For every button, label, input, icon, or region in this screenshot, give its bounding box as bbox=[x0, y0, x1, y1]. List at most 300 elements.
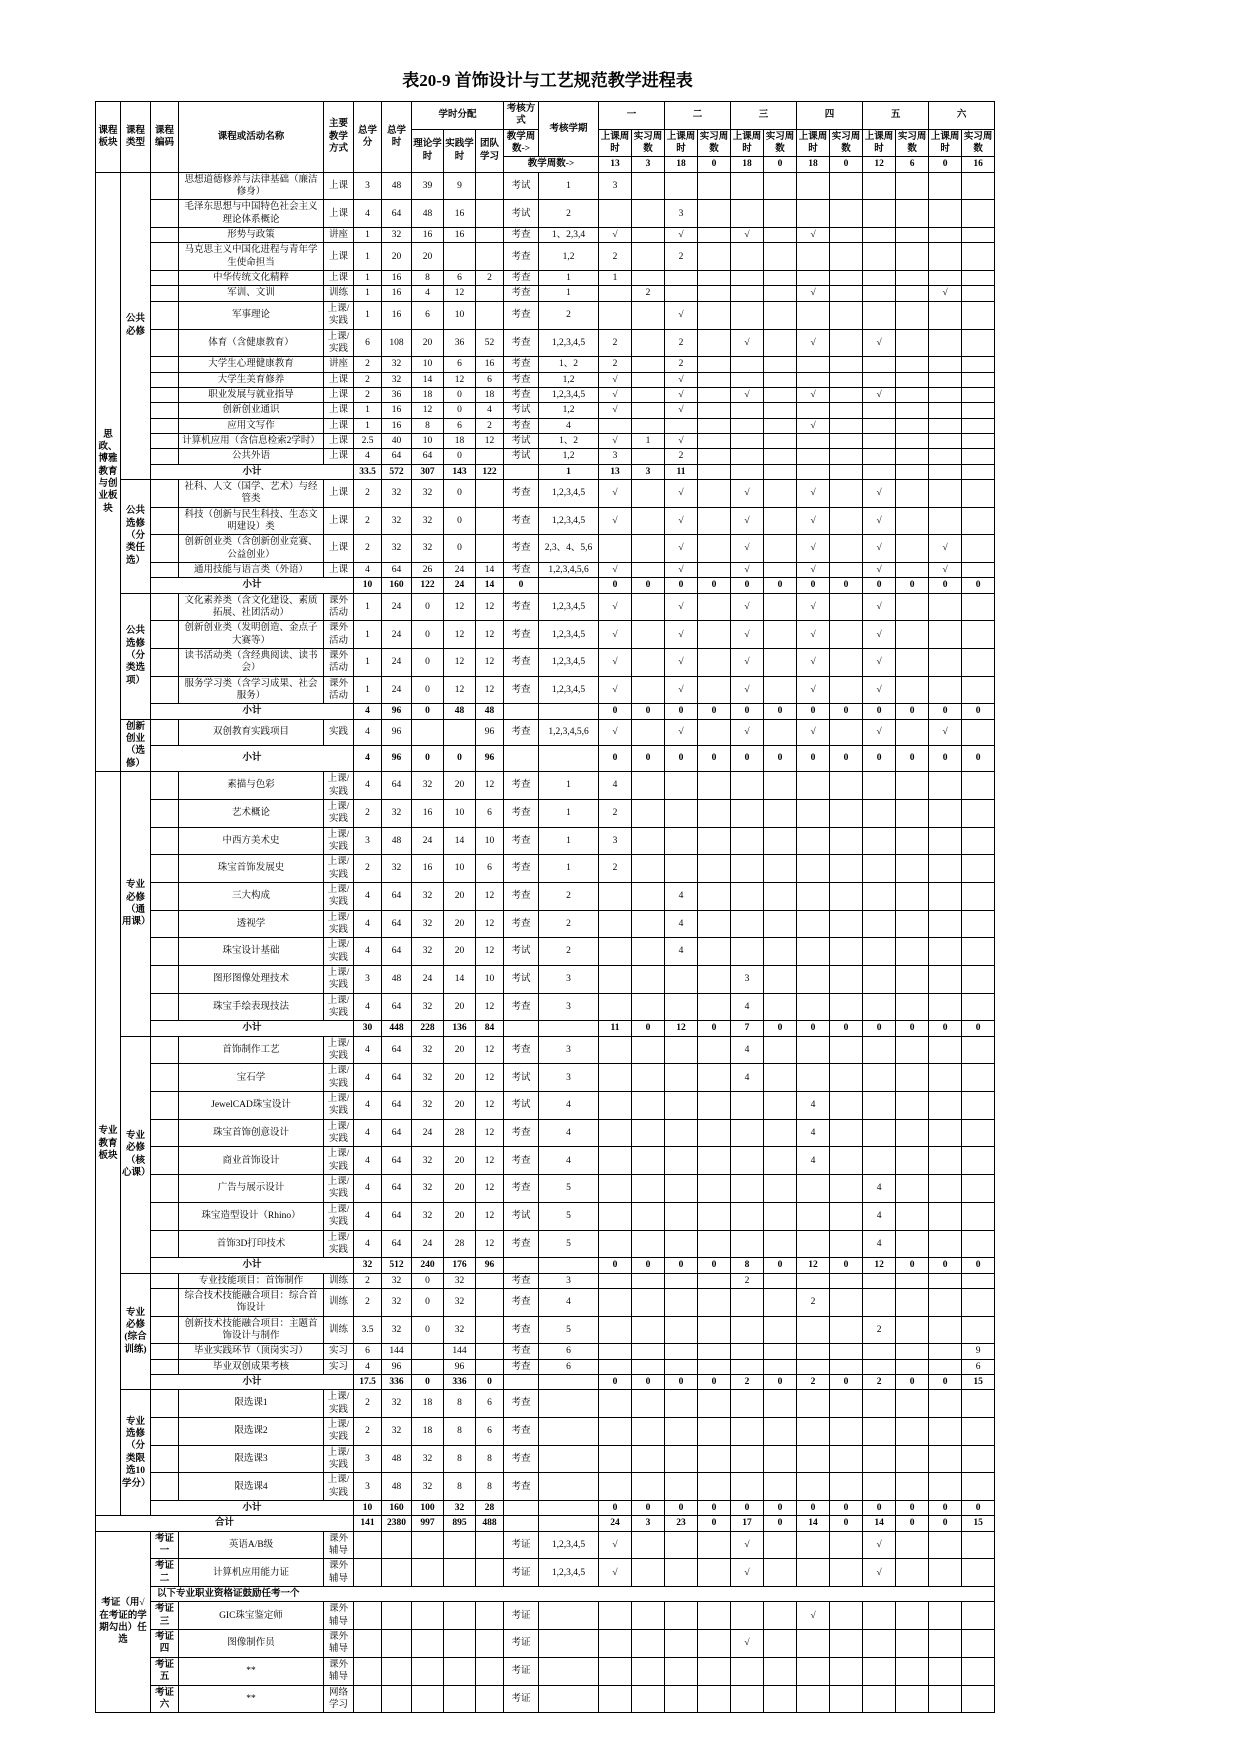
course-code bbox=[151, 799, 179, 827]
value-cell bbox=[764, 433, 797, 448]
value-cell: 12 bbox=[476, 593, 504, 621]
col-header-class-hours-s1: 上课周时 bbox=[599, 129, 632, 157]
value-cell bbox=[599, 993, 632, 1021]
teaching-method: 上课/实践 bbox=[324, 910, 354, 938]
value-cell bbox=[764, 172, 797, 200]
course-name: 首饰制作工艺 bbox=[179, 1036, 324, 1064]
value-cell bbox=[698, 479, 731, 507]
value-cell bbox=[929, 433, 962, 448]
value-cell: 3 bbox=[599, 172, 632, 200]
value-cell bbox=[599, 1657, 632, 1685]
value-cell: 考查 bbox=[504, 1390, 539, 1418]
teaching-weeks-label: 教学周数-> bbox=[504, 157, 599, 172]
course-name: 创新创业通识 bbox=[179, 403, 324, 418]
course-code bbox=[151, 228, 179, 243]
course-row bbox=[96, 910, 995, 938]
value-cell bbox=[764, 1473, 797, 1501]
value-cell bbox=[830, 372, 863, 387]
value-cell bbox=[830, 1288, 863, 1316]
value-cell bbox=[764, 1316, 797, 1344]
value-cell: 考查 bbox=[504, 1344, 539, 1359]
value-cell: 32 bbox=[412, 938, 444, 966]
value-cell bbox=[896, 1359, 929, 1374]
value-cell: 48 bbox=[382, 827, 412, 855]
value-cell: √ bbox=[797, 621, 830, 649]
value-cell bbox=[632, 1531, 665, 1559]
value-cell bbox=[476, 1602, 504, 1630]
value-cell bbox=[896, 1119, 929, 1147]
value-cell: 6 bbox=[354, 1344, 382, 1359]
course-name: 军训、文训 bbox=[179, 286, 324, 301]
value-cell bbox=[476, 535, 504, 563]
value-cell bbox=[929, 910, 962, 938]
value-cell: 2 bbox=[354, 507, 382, 535]
value-cell: 4 bbox=[354, 1230, 382, 1258]
subtotal-value: 0 bbox=[731, 578, 764, 593]
value-cell bbox=[863, 1064, 896, 1092]
value-cell bbox=[962, 271, 995, 286]
value-cell: √ bbox=[599, 649, 632, 677]
value-cell: 1、2 bbox=[539, 433, 599, 448]
course-name: 马克思主义中国化进程与青年学生使命担当 bbox=[179, 243, 324, 271]
course-name: 通用技能与语言类（外语） bbox=[179, 563, 324, 578]
value-cell: √ bbox=[797, 507, 830, 535]
value-cell: 5 bbox=[539, 1175, 599, 1203]
value-cell: √ bbox=[731, 329, 764, 357]
subtotal-value: 0 bbox=[896, 745, 929, 771]
value-cell bbox=[929, 403, 962, 418]
value-cell bbox=[896, 1685, 929, 1713]
value-cell: √ bbox=[599, 593, 632, 621]
value-cell: 0 bbox=[412, 649, 444, 677]
value-cell: 20 bbox=[412, 243, 444, 271]
value-cell: √ bbox=[731, 676, 764, 704]
value-cell bbox=[539, 1390, 599, 1418]
course-code bbox=[151, 1230, 179, 1258]
value-cell: 考试 bbox=[504, 200, 539, 228]
course-name: 毕业双创成果考核 bbox=[179, 1359, 324, 1374]
value-cell: 144 bbox=[444, 1344, 476, 1359]
subtotal-value: 136 bbox=[444, 1021, 476, 1036]
value-cell: √ bbox=[665, 479, 698, 507]
module-label: 思政、博雅教育与创业板块 bbox=[96, 172, 121, 771]
value-cell bbox=[599, 1288, 632, 1316]
value-cell bbox=[698, 1316, 731, 1344]
value-cell bbox=[962, 882, 995, 910]
value-cell bbox=[698, 621, 731, 649]
value-cell bbox=[476, 1344, 504, 1359]
value-cell: 64 bbox=[382, 1036, 412, 1064]
cert-name: 图像制作员 bbox=[179, 1630, 324, 1658]
value-cell: 32 bbox=[412, 882, 444, 910]
subtotal-row bbox=[96, 1258, 995, 1273]
value-cell bbox=[444, 1531, 476, 1559]
value-cell: 2.5 bbox=[354, 433, 382, 448]
course-code bbox=[151, 993, 179, 1021]
course-row bbox=[96, 1147, 995, 1175]
course-code bbox=[151, 357, 179, 372]
value-cell bbox=[896, 172, 929, 200]
value-cell bbox=[764, 1230, 797, 1258]
subtotal-value bbox=[504, 745, 539, 771]
value-cell bbox=[698, 228, 731, 243]
value-cell bbox=[929, 449, 962, 464]
value-cell: 考查 bbox=[504, 286, 539, 301]
value-cell bbox=[830, 676, 863, 704]
grand-total-value: 0 bbox=[764, 1516, 797, 1531]
value-cell: 32 bbox=[382, 799, 412, 827]
course-code bbox=[151, 938, 179, 966]
value-cell bbox=[698, 372, 731, 387]
value-cell: √ bbox=[665, 649, 698, 677]
subtotal-value: 13 bbox=[599, 464, 632, 479]
cert-code: 考证一 bbox=[151, 1531, 179, 1559]
value-cell bbox=[632, 1175, 665, 1203]
value-cell bbox=[632, 676, 665, 704]
course-name: 限选课3 bbox=[179, 1445, 324, 1473]
value-cell bbox=[632, 1390, 665, 1418]
value-cell: 16 bbox=[412, 228, 444, 243]
value-cell bbox=[632, 243, 665, 271]
value-cell: 12 bbox=[476, 676, 504, 704]
teaching-method: 训练 bbox=[324, 1288, 354, 1316]
subtotal-value: 0 bbox=[929, 745, 962, 771]
value-cell bbox=[962, 1417, 995, 1445]
value-cell: 2 bbox=[354, 1273, 382, 1288]
value-cell bbox=[698, 1657, 731, 1685]
value-cell: 39 bbox=[412, 172, 444, 200]
value-cell bbox=[863, 799, 896, 827]
course-code bbox=[151, 1273, 179, 1288]
value-cell: √ bbox=[665, 433, 698, 448]
value-cell bbox=[962, 1445, 995, 1473]
value-cell: 2 bbox=[665, 329, 698, 357]
value-cell: √ bbox=[599, 563, 632, 578]
subtotal-value: 0 bbox=[632, 1021, 665, 1036]
value-cell: √ bbox=[797, 286, 830, 301]
value-cell: √ bbox=[797, 593, 830, 621]
value-cell: 1 bbox=[539, 799, 599, 827]
subtotal-value bbox=[504, 1501, 539, 1516]
value-cell bbox=[929, 1685, 962, 1713]
value-cell bbox=[764, 593, 797, 621]
value-cell bbox=[632, 993, 665, 1021]
value-cell bbox=[764, 418, 797, 433]
subtotal-value: 0 bbox=[830, 1374, 863, 1389]
course-row bbox=[96, 1390, 995, 1418]
value-cell bbox=[764, 535, 797, 563]
value-cell: √ bbox=[929, 286, 962, 301]
course-code bbox=[151, 535, 179, 563]
value-cell bbox=[797, 1230, 830, 1258]
value-cell: 4 bbox=[539, 1119, 599, 1147]
value-cell bbox=[698, 965, 731, 993]
value-cell bbox=[929, 772, 962, 800]
value-cell: 144 bbox=[382, 1344, 412, 1359]
value-cell bbox=[632, 387, 665, 402]
value-cell: √ bbox=[863, 621, 896, 649]
course-row bbox=[96, 243, 995, 271]
course-row bbox=[96, 993, 995, 1021]
value-cell: 1,2 bbox=[539, 243, 599, 271]
value-cell bbox=[962, 855, 995, 883]
value-cell bbox=[665, 286, 698, 301]
value-cell bbox=[599, 1602, 632, 1630]
value-cell bbox=[476, 200, 504, 228]
value-cell: 18 bbox=[476, 387, 504, 402]
subtotal-label: 小计 bbox=[151, 1374, 354, 1389]
value-cell bbox=[665, 993, 698, 1021]
course-row bbox=[96, 676, 995, 704]
value-cell bbox=[599, 200, 632, 228]
value-cell bbox=[830, 1531, 863, 1559]
value-cell: 12 bbox=[476, 910, 504, 938]
value-cell: 24 bbox=[412, 827, 444, 855]
cert-name: GIC珠宝鉴定师 bbox=[179, 1602, 324, 1630]
value-cell bbox=[599, 1316, 632, 1344]
col-header-method: 主要教学方式 bbox=[324, 102, 354, 173]
value-cell bbox=[863, 1119, 896, 1147]
course-name: 图形图像处理技术 bbox=[179, 965, 324, 993]
value-cell bbox=[698, 1417, 731, 1445]
value-cell: 12 bbox=[444, 286, 476, 301]
value-cell bbox=[962, 1602, 995, 1630]
value-cell bbox=[698, 301, 731, 329]
subtotal-value: 0 bbox=[665, 1374, 698, 1389]
subtotal-value: 2 bbox=[863, 1374, 896, 1389]
value-cell: 6 bbox=[412, 301, 444, 329]
course-code bbox=[151, 1344, 179, 1359]
subtotal-value bbox=[764, 464, 797, 479]
value-cell: √ bbox=[665, 676, 698, 704]
course-row bbox=[96, 433, 995, 448]
value-cell bbox=[863, 449, 896, 464]
course-type-label: 公共选修（分类任选） bbox=[121, 479, 151, 593]
value-cell: 考试 bbox=[504, 449, 539, 464]
course-code bbox=[151, 243, 179, 271]
value-cell: 16 bbox=[476, 357, 504, 372]
value-cell: 14 bbox=[412, 372, 444, 387]
value-cell bbox=[797, 772, 830, 800]
course-code bbox=[151, 910, 179, 938]
course-code bbox=[151, 418, 179, 433]
value-cell bbox=[929, 418, 962, 433]
value-cell bbox=[797, 1657, 830, 1685]
value-cell bbox=[731, 855, 764, 883]
value-cell bbox=[896, 1092, 929, 1120]
value-cell bbox=[797, 1359, 830, 1374]
value-cell bbox=[632, 1230, 665, 1258]
teaching-method: 上课/实践 bbox=[324, 1390, 354, 1418]
value-cell bbox=[444, 1602, 476, 1630]
subtotal-value: 0 bbox=[962, 1501, 995, 1516]
value-cell bbox=[632, 1202, 665, 1230]
course-code bbox=[151, 593, 179, 621]
value-cell bbox=[632, 621, 665, 649]
value-cell bbox=[797, 993, 830, 1021]
value-cell: 4 bbox=[539, 1288, 599, 1316]
value-cell bbox=[830, 1630, 863, 1658]
value-cell: 12 bbox=[476, 938, 504, 966]
value-cell: 4 bbox=[412, 286, 444, 301]
value-cell bbox=[962, 1531, 995, 1559]
value-cell bbox=[830, 1064, 863, 1092]
course-row bbox=[96, 772, 995, 800]
value-cell bbox=[731, 1344, 764, 1359]
value-cell bbox=[830, 535, 863, 563]
value-cell bbox=[929, 507, 962, 535]
subtotal-label: 小计 bbox=[151, 704, 354, 719]
subtotal-value: 0 bbox=[665, 578, 698, 593]
value-cell bbox=[863, 403, 896, 418]
value-cell: 24 bbox=[382, 621, 412, 649]
course-code bbox=[151, 1202, 179, 1230]
subtotal-value: 160 bbox=[382, 578, 412, 593]
teaching-method: 课外辅导 bbox=[324, 1559, 354, 1587]
value-cell: 考查 bbox=[504, 910, 539, 938]
value-cell bbox=[444, 1630, 476, 1658]
value-cell bbox=[731, 1092, 764, 1120]
value-cell: √ bbox=[599, 1559, 632, 1587]
value-cell: 4 bbox=[354, 1119, 382, 1147]
subtotal-value bbox=[698, 464, 731, 479]
value-cell bbox=[896, 676, 929, 704]
subtotal-value: 0 bbox=[797, 1501, 830, 1516]
value-cell bbox=[797, 1064, 830, 1092]
subtotal-value: 0 bbox=[731, 704, 764, 719]
value-cell bbox=[599, 535, 632, 563]
value-cell: 考查 bbox=[504, 1036, 539, 1064]
value-cell bbox=[354, 1531, 382, 1559]
value-cell: 4 bbox=[354, 882, 382, 910]
course-row bbox=[96, 799, 995, 827]
value-cell: 考查 bbox=[504, 357, 539, 372]
value-cell bbox=[412, 1344, 444, 1359]
subtotal-value: 0 bbox=[698, 745, 731, 771]
cert-row bbox=[96, 1685, 995, 1713]
value-cell: 4 bbox=[354, 719, 382, 745]
value-cell bbox=[830, 418, 863, 433]
course-name: 限选课2 bbox=[179, 1417, 324, 1445]
value-cell bbox=[863, 418, 896, 433]
value-cell: 20 bbox=[444, 1202, 476, 1230]
value-cell bbox=[632, 1359, 665, 1374]
value-cell: 64 bbox=[382, 772, 412, 800]
value-cell bbox=[962, 1230, 995, 1258]
teaching-method: 课外活动 bbox=[324, 649, 354, 677]
value-cell: 0 bbox=[412, 593, 444, 621]
value-cell bbox=[896, 719, 929, 745]
value-cell bbox=[863, 228, 896, 243]
value-cell bbox=[665, 1273, 698, 1288]
value-cell bbox=[797, 910, 830, 938]
value-cell bbox=[731, 1445, 764, 1473]
value-cell bbox=[444, 1559, 476, 1587]
value-cell bbox=[896, 1288, 929, 1316]
subtotal-value: 0 bbox=[896, 578, 929, 593]
subtotal-value: 12 bbox=[665, 1021, 698, 1036]
value-cell: 48 bbox=[382, 1445, 412, 1473]
value-cell: 考试 bbox=[504, 403, 539, 418]
value-cell bbox=[698, 1036, 731, 1064]
value-cell bbox=[797, 1175, 830, 1203]
teaching-method: 上课/实践 bbox=[324, 1119, 354, 1147]
value-cell bbox=[764, 228, 797, 243]
value-cell bbox=[830, 855, 863, 883]
value-cell: 4 bbox=[354, 772, 382, 800]
value-cell: √ bbox=[599, 719, 632, 745]
value-cell: 10 bbox=[444, 301, 476, 329]
col-header-class-hours-s3: 上课周时 bbox=[731, 129, 764, 157]
value-cell bbox=[896, 357, 929, 372]
value-cell: 12 bbox=[476, 1092, 504, 1120]
course-code bbox=[151, 271, 179, 286]
value-cell: 4 bbox=[731, 1036, 764, 1064]
subtotal-value: 0 bbox=[830, 1021, 863, 1036]
teaching-method: 上课/实践 bbox=[324, 938, 354, 966]
cert-sem bbox=[539, 1657, 599, 1685]
value-cell: √ bbox=[863, 1559, 896, 1587]
course-row bbox=[96, 1064, 995, 1092]
course-name: 应用文写作 bbox=[179, 418, 324, 433]
value-cell bbox=[962, 965, 995, 993]
value-cell bbox=[599, 1359, 632, 1374]
value-cell bbox=[632, 563, 665, 578]
value-cell: 32 bbox=[412, 993, 444, 1021]
value-cell: 24 bbox=[412, 1119, 444, 1147]
teaching-method: 上课/实践 bbox=[324, 1473, 354, 1501]
value-cell bbox=[632, 855, 665, 883]
value-cell bbox=[929, 1445, 962, 1473]
value-cell: √ bbox=[863, 387, 896, 402]
value-cell: 24 bbox=[412, 1230, 444, 1258]
value-cell bbox=[929, 827, 962, 855]
subtotal-row bbox=[96, 1021, 995, 1036]
course-row bbox=[96, 1119, 995, 1147]
value-cell bbox=[830, 243, 863, 271]
value-cell bbox=[830, 1273, 863, 1288]
value-cell bbox=[962, 910, 995, 938]
value-cell bbox=[764, 1657, 797, 1685]
value-cell: 1,2 bbox=[539, 372, 599, 387]
value-cell: 0 bbox=[412, 1288, 444, 1316]
value-cell bbox=[632, 271, 665, 286]
course-name: 透视学 bbox=[179, 910, 324, 938]
value-cell bbox=[929, 1316, 962, 1344]
value-cell bbox=[863, 1417, 896, 1445]
value-cell bbox=[764, 1531, 797, 1559]
subtotal-value: 48 bbox=[444, 704, 476, 719]
value-cell: 36 bbox=[382, 387, 412, 402]
value-cell bbox=[863, 243, 896, 271]
value-cell: 6 bbox=[476, 372, 504, 387]
col-header-class-hours-s2: 上课周时 bbox=[665, 129, 698, 157]
col-header-semester-6: 六 bbox=[929, 102, 995, 130]
value-cell bbox=[731, 1230, 764, 1258]
course-row bbox=[96, 403, 995, 418]
value-cell bbox=[731, 433, 764, 448]
value-cell: √ bbox=[665, 563, 698, 578]
value-cell: 4 bbox=[665, 882, 698, 910]
course-row bbox=[96, 1445, 995, 1473]
col-header-code: 课程编码 bbox=[151, 102, 179, 173]
value-cell: 4 bbox=[863, 1230, 896, 1258]
cert-assess: 考证 bbox=[504, 1657, 539, 1685]
value-cell bbox=[929, 1036, 962, 1064]
value-cell: 考试 bbox=[504, 1202, 539, 1230]
value-cell bbox=[929, 1417, 962, 1445]
value-cell: 6 bbox=[444, 418, 476, 433]
